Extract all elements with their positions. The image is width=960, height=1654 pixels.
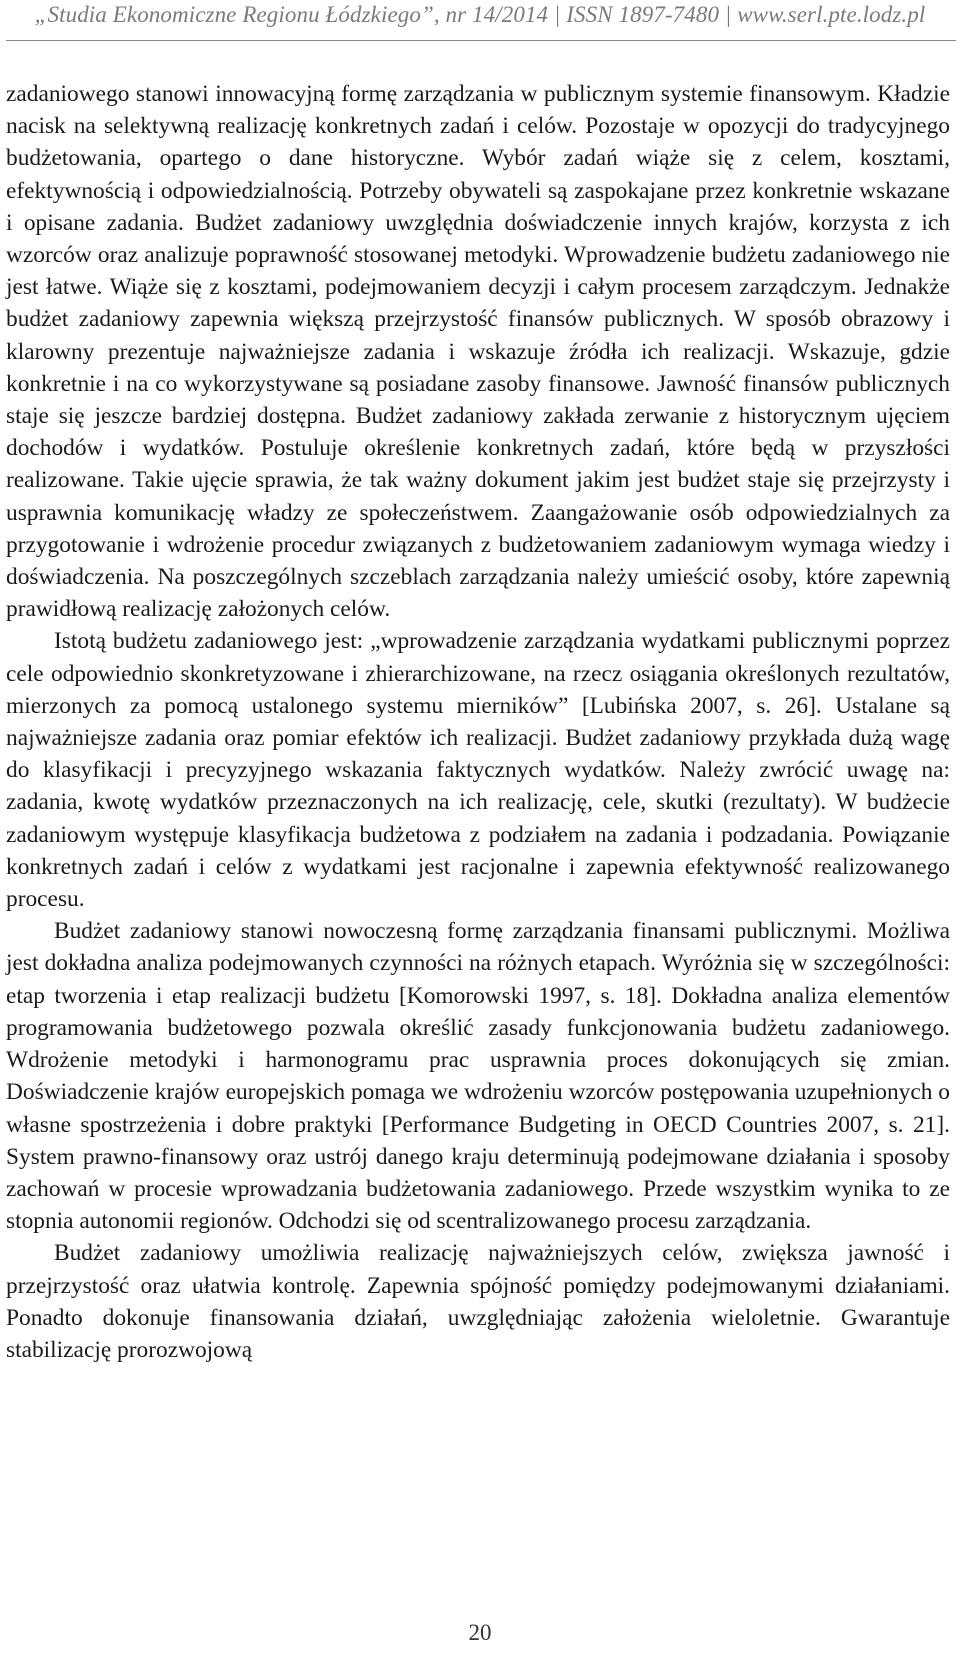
paragraph: Budżet zadaniowy umożliwia realizację najważniejszych celów, zwiększa jawność i przejrzystość oraz ułatwia kontrolę. Zapewnia spójność pomiędzy podejmowanymi działaniami. Ponadto dokonuje finansowania działań, uwzględniając założenia wieloletnie. Gwarantuje stabilizację prorozwojową <box>6 1240 950 1363</box>
header-rule <box>6 40 956 41</box>
page-number: 20 <box>468 1620 492 1645</box>
paragraph: Budżet zadaniowy stanowi nowoczesną formę zarządzania finansami publicznymi. Możliwa jest dokładna analiza podejmowanych czynności na różnych etapach. Wyróżnia się w szczególności: etap tworzenia i etap realizacji budżetu [Komorowski 1997, s. 18]. Dokładna analiza elementów programowania budżetowego pozwala określić zasady funkcjonowania budżetu zadaniowego. Wdrożenie metodyki i harmonogramu prac usprawnia proces dokonujących się zmian. Doświadczenie krajów europejskich pomaga we wdrożeniu wzorców postępowania uzupełnionych o własne spostrzeżenia i dobre praktyki [Performance Budgeting in OECD Countries 2007, s. 21]. System prawno-finansowy oraz ustrój danego kraju determinują podejmowane działania i sposoby zachowań w procesie wprowadzania budżetowania zadaniowego. Przede wszystkim wynika to ze stopnia autonomii regionów. Odchodzi się od scentralizowanego procesu zarządzania. <box>6 918 950 1235</box>
journal-header: „Studia Ekonomiczne Regionu Łódzkiego”, nr 14/2014 | ISSN 1897-7480 | www.serl.pte.lodz.pl <box>34 2 926 27</box>
body-text <box>6 78 950 1366</box>
paragraph: Istotą budżetu zadaniowego jest: „wprowadzenie zarządzania wydatkami publicznymi poprzez cele odpowiednio skonkretyzowane i zhierarchizowane, na rzecz osiągania określonych rezultatów, mierzonych za pomocą ustalonego systemu mierników” [Lubińska 2007, s. 26]. Ustalane są najważniejsze zadania oraz pomiar efektów ich realizacji. Budżet zadaniowy przykłada dużą wagę do klasyfikacji i precyzyjnego wskazania faktycznych wydatków. Należy zwrócić uwagę na: zadania, kwotę wydatków przeznaczonych na ich realizację, cele, skutki (rezultaty). W budżecie zadaniowym występuje klasyfikacja budżetowa z podziałem na zadania i podzadania. Powiązanie konkretnych zadań i celów z wydatkami jest racjonalne i zapewnia efektywność realizowanego procesu. <box>6 628 950 913</box>
paragraph-continuation: zadaniowego stanowi innowacyjną formę zarządzania w publicznym systemie finansowym. Kładzie nacisk na selektywną realizację konkretnych zadań i celów. Pozostaje w opozycji do tradycyjnego budżetowania, opartego o dane historyczne. Wybór zadań wiąże się z celem, kosztami, efektywnością i odpowiedzialnością. Potrzeby obywateli są zaspokajane przez konkretnie wskazane i opisane zadania. Budżet zadaniowy uwzględnia doświadczenie innych krajów, korzysta z ich wzorców oraz analizuje poprawność stosowanej metodyki. Wprowadzenie budżetu zadaniowego nie jest łatwe. Wiąże się z kosztami, podejmowaniem decyzji i całym procesem zarządczym. Jednakże budżet zadaniowy zapewnia większą przejrzystość finansów publicznych. W sposób obrazowy i klarowny prezentuje najważniejsze zadania i wskazuje źródła ich realizacji. Wskazuje, gdzie konkretnie i na co wykorzystywane są posiadane zasoby finansowe. Jawność finansów publicznych staje się jeszcze bardziej dostępna. Budżet zadaniowy zakłada zerwanie z historycznym ujęciem dochodów i wydatków. Postuluje określenie konkretnych zadań, które będą w przyszłości realizowane. Takie ujęcie sprawia, że tak ważny dokument jakim jest budżet staje się przejrzysty i usprawnia komunikację władzy ze społeczeństwem. Zaangażowanie osób odpowiedzialnych za przygotowanie i wdrożenie procedur związanych z budżetowaniem zadaniowym wymaga wiedzy i doświadczenia. Na poszczególnych szczeblach zarządzania należy umieścić osoby, które zapewnią prawidłową realizację założonych celów. <box>6 81 950 623</box>
